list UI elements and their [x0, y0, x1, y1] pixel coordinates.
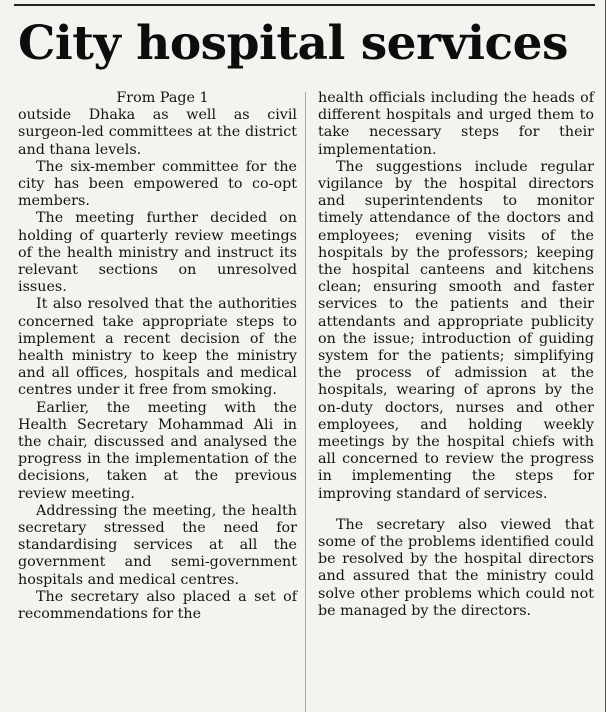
left-paragraph: Addressing the meeting, the health secretary stressed the need for standardising services at all the government and semi-government hospitals and medical centres. [18, 502, 297, 588]
jump-line: From Page 1 [116, 90, 209, 106]
left-paragraph: The six-member committee for the city has been empowered to co-opt members. [18, 158, 297, 210]
left-paragraph: It also resolved that the authorities concerned take appropriate steps to implement a recent decision of the health ministry to keep the ministry and all offices, hospitals and medical centres under it free from smoking. [18, 296, 297, 399]
column-divider [305, 92, 306, 712]
paragraph-gap [318, 503, 594, 517]
left-paragraph: The meeting further decided on holding of quarterly review meetings of the health ministry and instruct its relevant sections on unresolved issues. [18, 210, 297, 296]
right-column [318, 90, 594, 712]
left-paragraphs [18, 107, 297, 623]
right-paragraphs [318, 90, 594, 620]
left-column [18, 90, 297, 712]
right-paragraph: health officials including the heads of different hospitals and urged them to take necessary steps for their implementation. [318, 90, 594, 158]
right-paragraph: The secretary also viewed that some of the problems identified could be resolved by the hospital directors and assured that the ministry could solve other problems which could not be managed by the directors. [318, 516, 594, 619]
left-paragraph: outside Dhaka as well as civil surgeon-led committees at the district and thana levels. [18, 107, 297, 158]
top-rule [14, 4, 595, 6]
right-paragraph: The suggestions include regular vigilance by the hospital directors and superintendents to monitor timely attendance of the doctors and employees; evening visits of the hospitals by the professors; keeping the hospital canteens and kitchens clean; ensuring smooth and faster services to the patients and their attendants and appropriate publicity on the issue; introduction of guiding system for the patients; simplifying the process of admission at the hospitals, wearing of aprons by the on-duty doctors, nurses and other employees, and holding weekly meetings by the hospital chiefs with all concerned to review the progress in implementing the steps for improving standard of services. [318, 158, 594, 502]
headline: City hospital services [18, 16, 568, 71]
left-paragraph: Earlier, the meeting with the Health Secretary Mohammad Ali in the chair, discussed and analysed the progress in the implementation of the decisions, taken at the previous review meeting. [18, 399, 297, 502]
left-paragraph: The secretary also placed a set of recommendations for the [18, 588, 297, 623]
